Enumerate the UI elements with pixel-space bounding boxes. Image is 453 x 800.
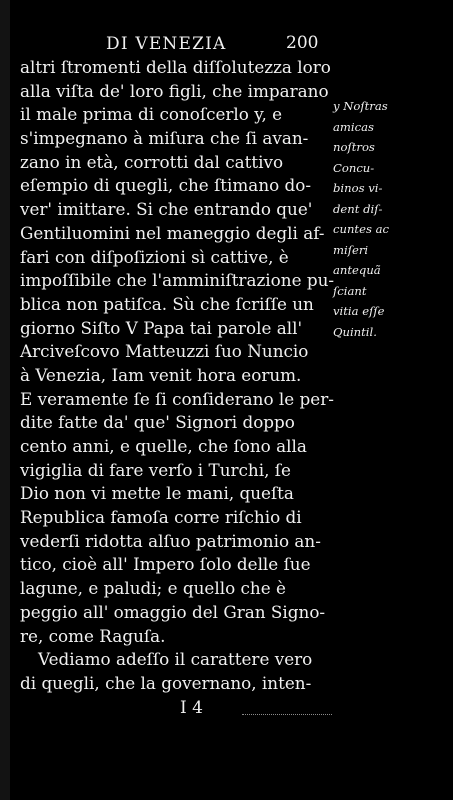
sidenote-line: dent diſ- [333,201,383,216]
body-line: re, come Raguſa. [20,625,166,646]
body-line: Gentiluomini nel maneggio degli af- [20,222,325,243]
decorative-rule [242,714,332,715]
body-line: il male prima di conoſcerlo y, e [20,104,283,125]
signature-mark: I 4 [180,698,203,718]
sidenote-line: vitia eſſe [333,304,385,318]
body-line: Dio non vi mette le mani, queſta [20,483,294,504]
body-text [20,56,335,696]
body-line: Arciveſcovo Matteuzzi ſuo Nuncio [20,341,309,362]
body-line: dite fatte da' que' Signori doppo [20,412,295,433]
body-line: di quegli, che la governano, inten- [20,672,312,693]
body-line: peggio all' omaggio del Gran Signo- [20,601,326,622]
body-line: altri ſtromenti della diſſolutezza loro [20,57,331,77]
sidenote-line: antequã [333,263,381,277]
page-number: 200 [286,33,319,53]
page-header [20,34,320,54]
body-line: vigiglia di fare verſo i Turchi, ſe [20,459,291,480]
running-title: DI VENEZIA [106,34,227,54]
body-line: Republica famoſa corre riſchio di [20,507,302,528]
sidenote-line: Quintil. [333,324,377,339]
body-line: s'impegnano à miſura che ſi avan- [20,128,309,149]
body-line: vederſi ridotta alſuo patrimonio an- [20,530,321,551]
sidenote-line: Concu- [333,160,375,175]
body-line: fari con diſpoſizioni sì cattive, è [20,246,289,267]
sidenote-line: binos vi- [333,181,383,195]
page-edge-strip [0,0,10,800]
body-line: Vediamo adeſſo il carattere vero [38,649,313,670]
body-line: blica non patiſca. Sù che ſcriſſe un [20,293,314,314]
body-line: eſempio di quegli, che ſtimano do- [20,175,312,196]
sidenote-line: noſtros [333,140,375,154]
marginal-note [333,96,451,342]
sidenote-line: cuntes ac [333,222,389,236]
body-line: zano in età, corrotti dal cattivo [20,151,284,172]
body-line: tico, cioè all' Impero ſolo delle ſue [20,554,311,575]
body-line: alla viſta de' loro figli, che imparano [20,80,329,101]
body-line: lagune, e paludi; e quello che è [20,578,286,599]
body-line: cento anni, e quelle, che ſono alla [20,436,307,456]
body-line: E veramente ſe ſi conſiderano le per- [20,388,334,409]
body-line: à Venezia, Iam venit hora eorum. [20,364,302,385]
body-line: ver' imittare. Si che entrando que' [20,199,313,220]
body-line: giorno Siſto V Papa tai parole all' [20,317,303,338]
body-line: impoſſibile che l'amminiſtrazione pu- [20,270,335,291]
sidenote-line: amicas [333,119,374,134]
sidenote-line: miſeri [333,242,369,257]
sidenote-line: y Noſtras [333,99,388,113]
sidenote-line: ſciant [333,283,367,298]
